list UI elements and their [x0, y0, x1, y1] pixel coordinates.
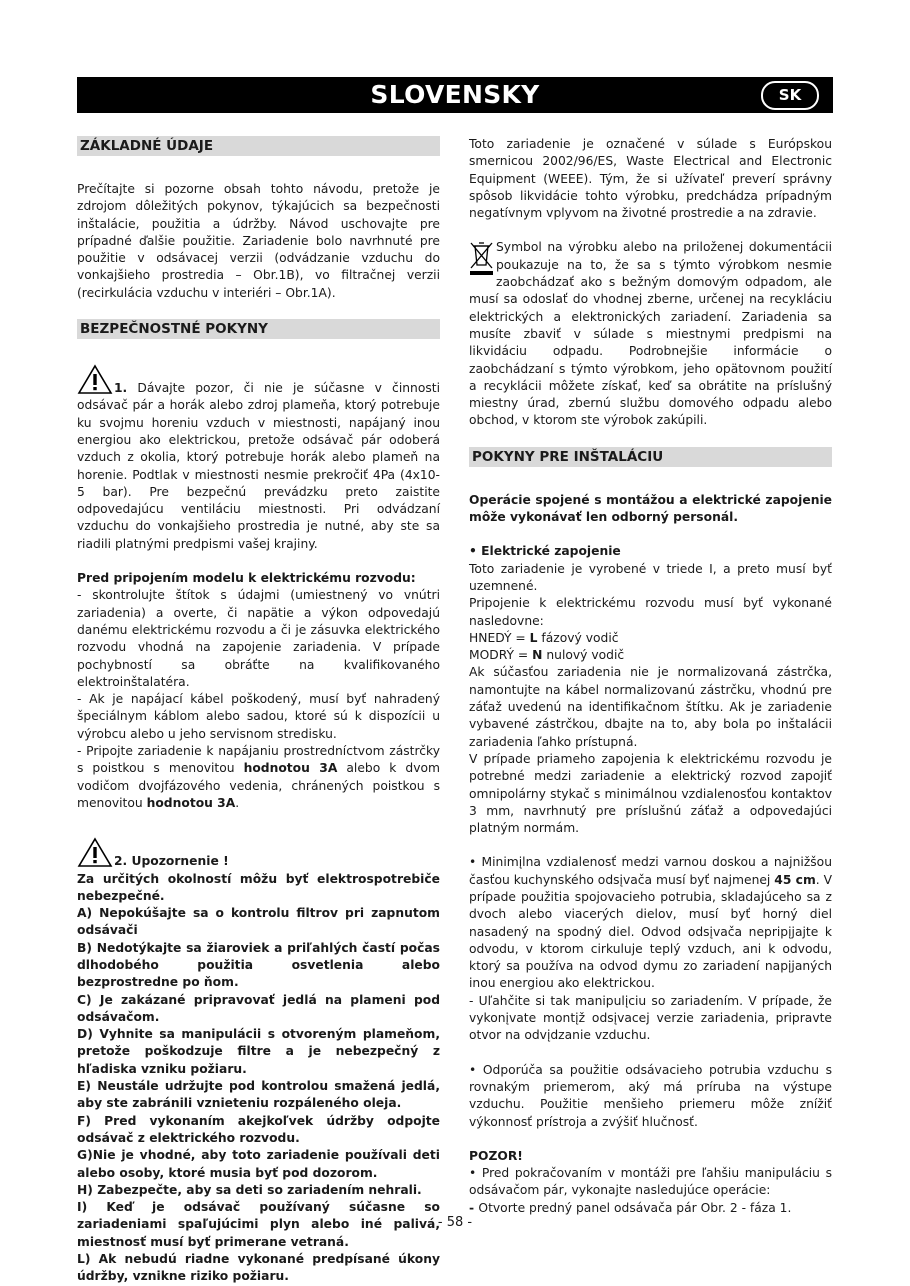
electrical-paragraph-1: Toto zariadenie je vyrobené v triede I, a preto musí byť uzemnené. [469, 561, 832, 593]
crossed-bin-icon [469, 240, 493, 276]
warning-2-line: Za určitých okolností môžu byť elektrospotrebiče nebezpečné. [77, 871, 440, 903]
brown-wire-line: HNEDÝ = L fázový vodič [469, 630, 619, 645]
weee-paragraph: Toto zariadenie je označené v súlade s Európskou smernicou 2002/96/ES, Waste Electrical and Electronic Equipment (WEEE). Tým, že si užívateľ preverí správny spôsob likvidácie tohto výrobku, predchádza prípadným negatívnym vplyvom na životné prostredie a na zdravie. [469, 137, 832, 221]
section-heading-safety: BEZPEČNOSTNÉ POKYNY [77, 319, 440, 339]
installation-notice: Operácie spojené s montážou a elektrické zapojenie môže vykonávať len odborný personál. [469, 492, 832, 525]
warning-1-number: 1. [114, 381, 128, 396]
warning-2-line: B) Nedotýkajte sa žiaroviek a priľahlých častí počas dlhodobého použitia osvetlenia alebo bezprostredne po ňom. [77, 940, 440, 990]
warning-2-line: D) Vyhnite sa manipulácii s otvoreným plameňom, pretože poškodzuje filtre a je nebezpečný z hľadiska vzniku požiaru. [77, 1027, 440, 1076]
connection-heading: Pred pripojením modelu k elektrickému rozvodu: [77, 571, 416, 586]
caution-paragraph-1: • Pred pokračovaním v montáži pre ľahšiu manipuláciu s odsávačom pár, vykonajte nasledujúce operácie: [469, 1166, 832, 1198]
warning-2-line: I) Keď je odsávač používaný súčasne so zariadeniami spaľujúcimi plyn alebo iné palivá, miestnosť musí byť primerane vetraná. [77, 1200, 440, 1249]
blue-wire-line: MODRÝ = N nulový vodič [469, 648, 625, 663]
electrical-paragraph-3: Ak súčasťou zariadenia nie je normalizovaná zástrčka, namontujte na kábel normalizovanú zástrčku, vhodnú pre záťaž uvedenú na identifikačnom štítku. Ak je zariadenie vybavené zástrčkou, dbajte na to, aby bola po inštalácii zariadenia ľahko prístupná. [469, 665, 832, 749]
warning-2-title: 2. Upozornenie ! [77, 837, 440, 870]
connection-paragraph-1: - skontrolujte štítok s údajmi (umiestnený vo vnútri zariadenia) a overte, či napätie a výkon odpovedajú danému elektrickému rozvodu a či je zásuvka elektrického rozvodu vhodná na zapojenie zariadenia. V prípade pochybností sa obráťte na kvalifikovaného elektroinštalatéra. [77, 588, 440, 689]
distance-paragraph-2: - Uľahčite si tak manipulįciu so zariadením. V prípade, že vykonįvate montįž odsįvacej verzie zariadenia, pripravte otvor na odvįdzanie vzduchu. [469, 993, 832, 1043]
warning-triangle-icon [77, 364, 113, 395]
warning-1-paragraph [77, 364, 440, 553]
caution-heading: POZOR! [469, 1148, 523, 1163]
warning-2-line: C) Je zakázané pripravovať jedlá na plameni pod odsávačom. [77, 992, 440, 1024]
language-title: SLOVENSKY [370, 80, 540, 109]
warning-2-line: G)Nie je vhodné, aby toto zariadenie používali deti alebo osoby, ktoré musia byť pod dozorom. [77, 1148, 440, 1180]
warning-triangle-icon [77, 837, 113, 868]
weee-symbol-paragraph: Symbol na výrobku alebo na priloženej dokumentácii poukazuje na to, že sa s týmto výrobkom nesmie zaobchádzať ako s bežným domovým odpadom, ale musí sa odoslať do vhodnej zberne, určenej na recykláciu elektrických a elektronických zariadení. Zariadenia sa musíte zbaviť v súlade s miestnymi predpismi na likvidáciu odpadu. Podrobnejšie informácie o zaobchádzaní s týmto výrobkom, jeho opätovnom použití a recyklácii môžete získať, keď sa obrátite na príslušný miestny úrad, zbernú službu domového odpadu alebo obchod, v ktorom ste výrobok zakúpili. [469, 240, 832, 428]
warning-2-line: E) Neustále udržujte pod kontrolou smažená jedlá, aby ste zabránili vznieteniu rozpáleného oleja. [77, 1079, 440, 1111]
warning-1-text: Dávajte pozor, či nie je súčasne v činnosti odsávač pár a horák alebo zdroj plameňa, ktorý potrebuje ku svojmu horeniu vzduch v miestnosti, napájaný inou energiou ako elektrickou, pretože odsávač pár odoberá vzduch z okolia, ktorý potrebuje horák alebo plameň na horenie. Podtlak v miestnosti nesmie prekročiť 4Pa (4x10-5 bar). Pre bezpečnú prevádzku preto zaistite odpovedajúcu ventiláciu miestnosti. Pri odvádzaní vzduchu do vonkajšieho prostredia je nutné, aby ste sa riadili platnými predpismi vašej krajiny. [77, 381, 440, 551]
right-column [469, 136, 832, 1217]
language-badge: SK [761, 81, 819, 110]
section-heading-installation: POKYNY PRE INŠTALÁCIU [469, 447, 832, 467]
warning-2-line: H) Zabezpečte, aby sa deti so zariadením nehrali. [77, 1182, 422, 1197]
page-number: - 58 - [437, 1215, 473, 1230]
warning-2-line: A) Nepokúšajte sa o kontrolu filtrov pri zapnutom odsávači [77, 906, 440, 938]
connection-paragraph-3: - Pripojte zariadenie k napájaniu prostredníctvom zástrčky s poistkou s menovitou hodnotou 3A alebo k dvom vodičom dvojfázového vedenia, chránených poistkou s menovitou hodnotou 3A. [77, 744, 440, 810]
connection-paragraph-2: - Ak je napájací kábel poškodený, musí byť nahradený špeciálnym káblom alebo sadou, ktoré sú k dispozícii u výrobcu alebo u jeho servisnom stredisku. [77, 692, 440, 741]
electrical-heading: • Elektrické zapojenie [469, 544, 621, 559]
left-column [77, 136, 440, 1286]
electrical-paragraph-2: Pripojenie k elektrickému rozvodu musí byť vykonané nasledovne: [469, 596, 832, 628]
caution-paragraph-2: - Otvorte predný panel odsávača pár Obr. 2 - fáza 1. [469, 1200, 792, 1215]
language-banner [77, 77, 833, 113]
section-heading-basic-info: ZÁKLADNÉ ÚDAJE [77, 136, 440, 156]
distance-paragraph: • Minimįlna vzdialenosť medzi varnou doskou a najnižšou časťou kuchynského odsįvača musí byť najmenej 45 cm. V prípade použitia spojovacieho potrubia, skladajúceho sa z dvoch alebo viacerých dielov, musí byť horný diel nasadený na spodný diel. Odvod odsįvača nepripįjajte k odvodu, v ktorom cirkuluje teplý vzduch, ani k odvodu, ktorý sa používa na odvod dymu zo zariadení napįjaných inou energiou ako elektrickou. [469, 855, 832, 991]
basic-info-paragraph: Prečítajte si pozorne obsah tohto návodu, pretože je zdrojom dôležitých pokynov, týkajúcich sa bezpečnosti inštalácie, použitia a údržby. Návod uschovajte pre prípadné ďalšie použitie. Zariadenie bolo navrhnuté pre použitie v odsávacej verzii (odvádzanie vzduchu do vonkajšieho prostredia – Obr.1B), vo filtračnej verzii (recirkulácia vzduchu v interiéri – Obr.1A). [77, 182, 440, 300]
warning-2-line: F) Pred vykonaním akejkoľvek údržby odpojte odsávač z elektrického rozvodu. [77, 1113, 440, 1145]
electrical-paragraph-4: V prípade priameho zapojenia k elektrickému rozvodu je potrebné medzi zariadenie a elektrický rozvod zapojiť omnipolárny stykač s minimálnou vzdialenosťou kontaktov 3 mm, navrhnutý pre príslušnú záťaž a odpovedajúci platným normám. [469, 751, 832, 836]
warning-2-line: L) Ak nebudú riadne vykonané predpísané úkony údržby, vznikne riziko požiaru. [77, 1252, 440, 1284]
duct-paragraph: • Odporúča sa použitie odsávacieho potrubia vzduchu s rovnakým priemerom, aký má príruba na výstupe vzduchu. Použitie menšieho priemeru môže znížiť výkonnosť prístroja a zvýšiť hlučnosť. [469, 1062, 832, 1129]
